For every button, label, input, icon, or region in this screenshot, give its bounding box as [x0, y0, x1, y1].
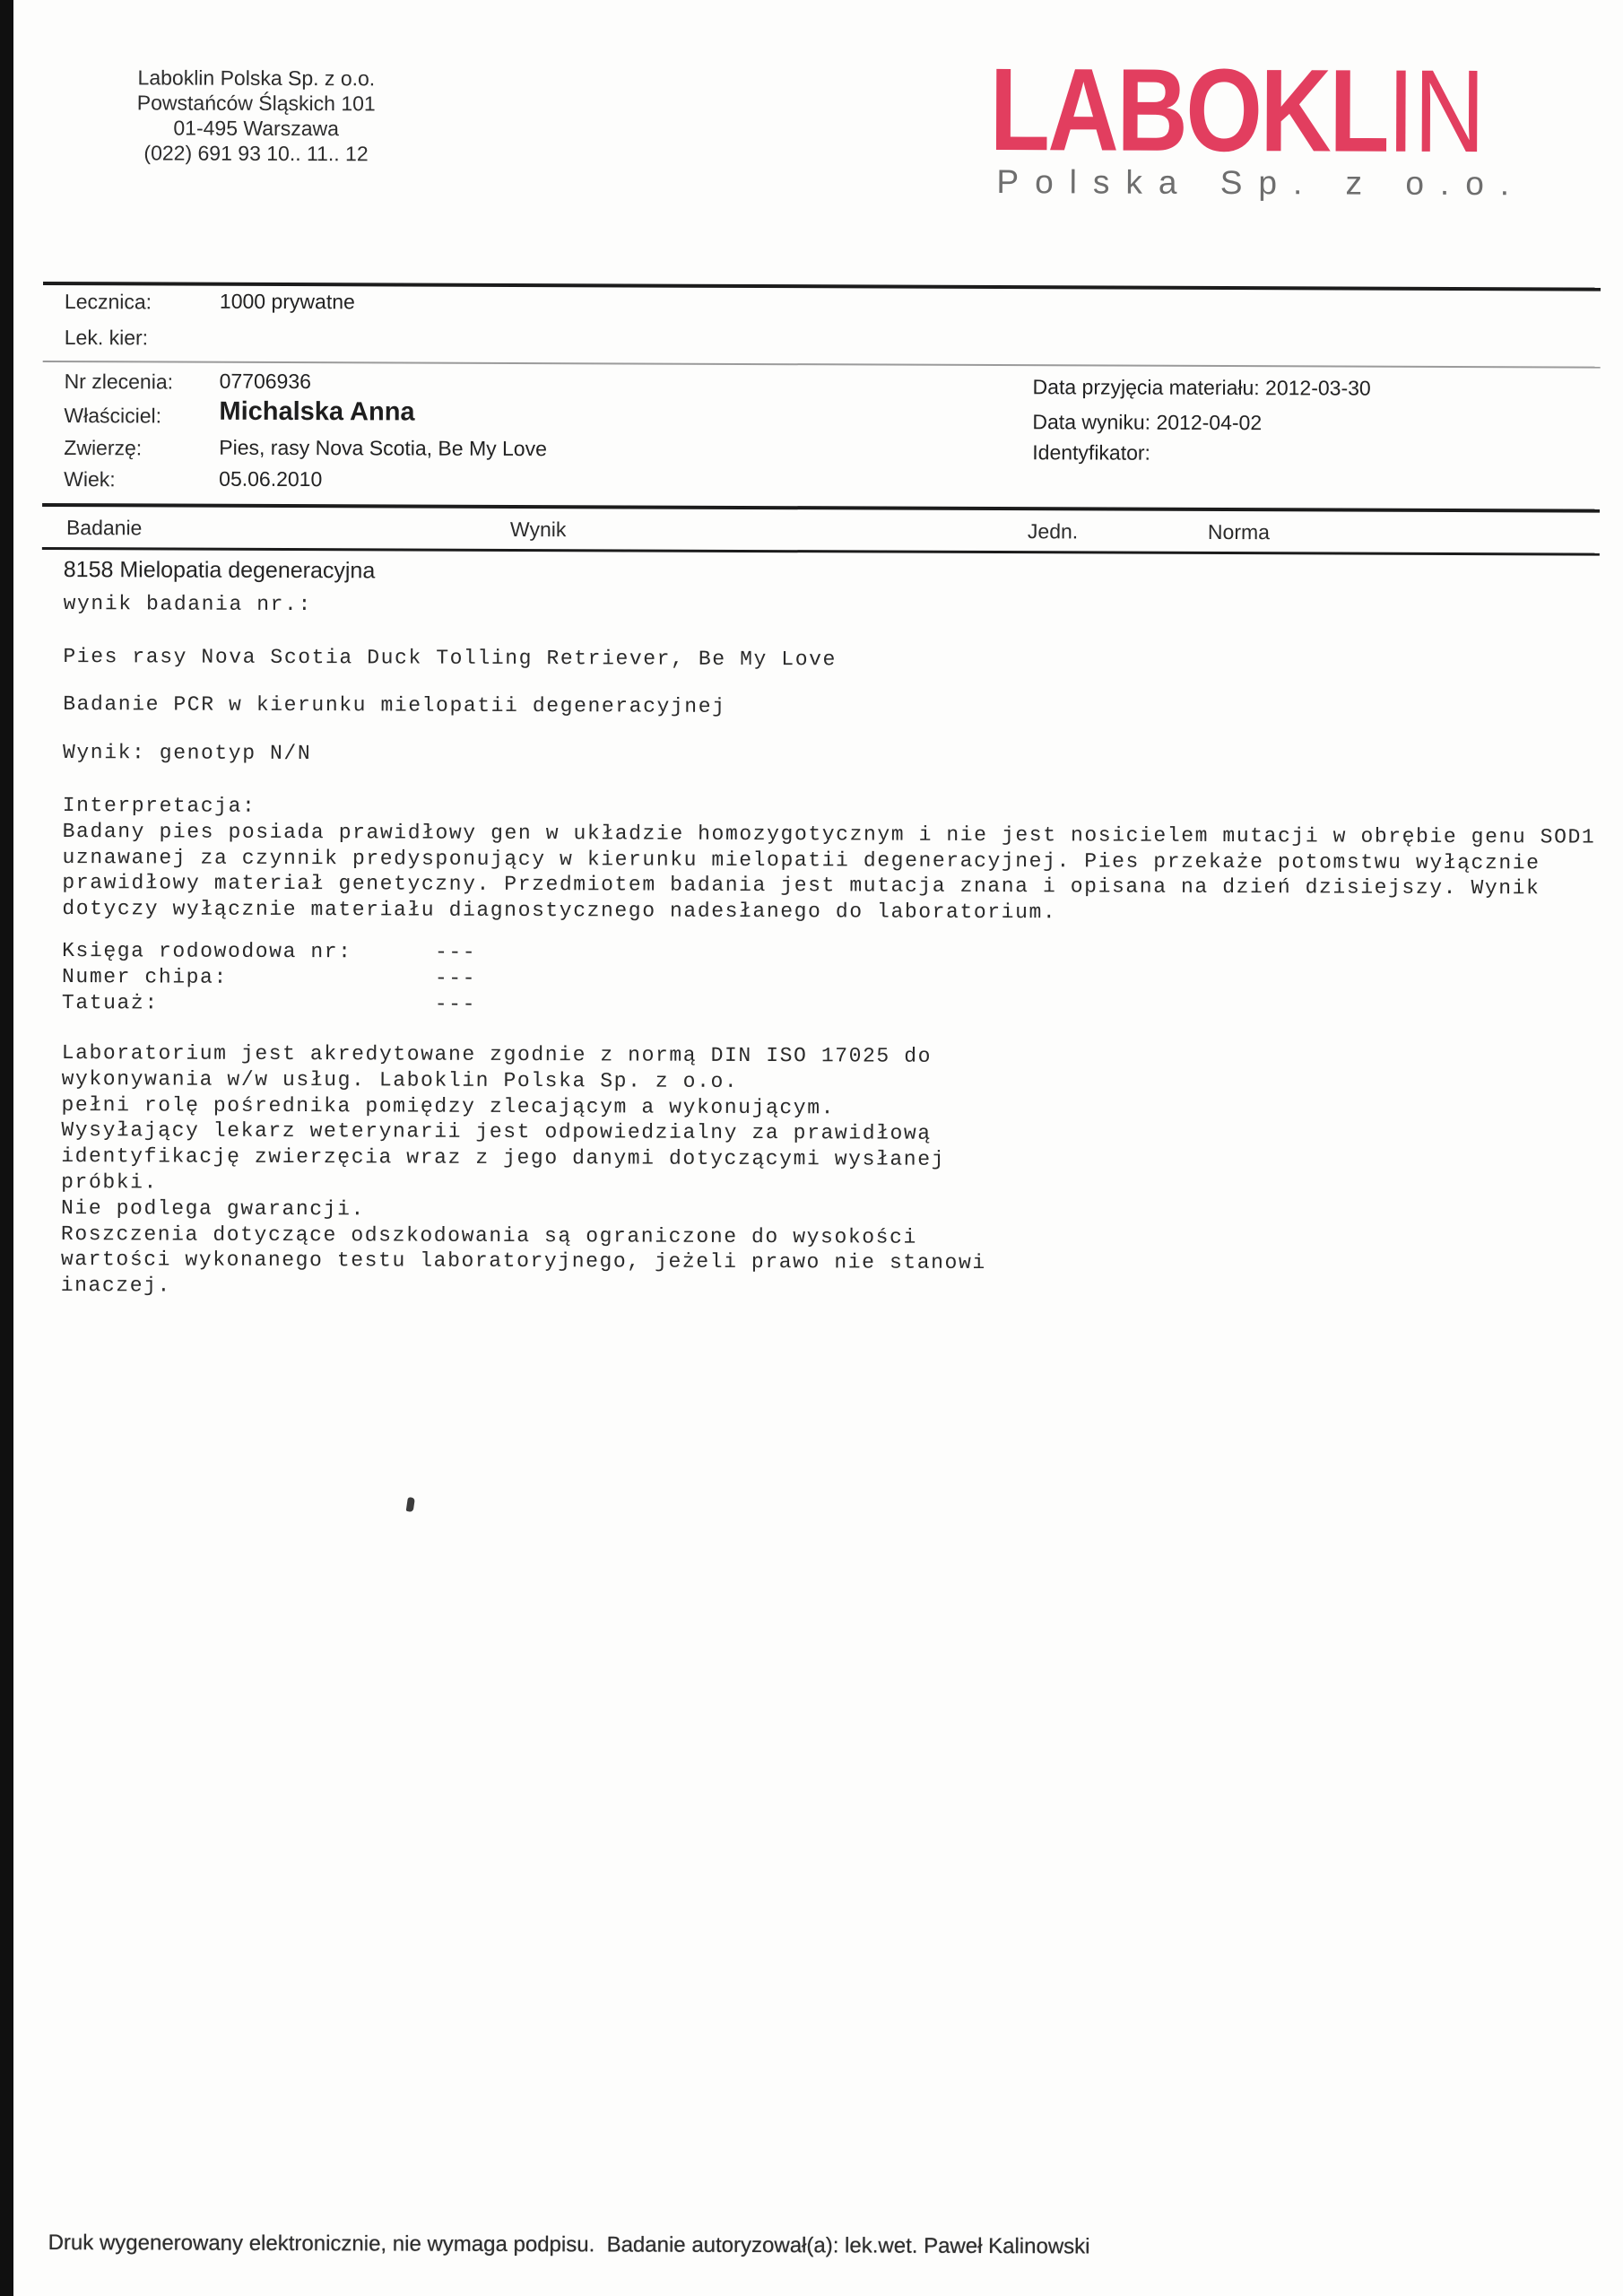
result-line-test: Badanie PCR w kierunku mielopatii degeneracyjnej	[63, 692, 726, 718]
nr-zlecenia-value: 07706936	[219, 369, 311, 394]
interpretation-line: uznawanej za czynnik predysponujący w kierunku mielopatii degeneracyjnej. Pies przekaże potomstwu wyłącznie	[62, 845, 1541, 874]
interpretation-line: Badany pies posiada prawidłowy gen w układzie homozygotycznym i nie jest nosicielem mutacji w obrębie genu SOD1	[62, 819, 1596, 849]
divider-thin	[43, 361, 1601, 369]
disclaimer-line: Nie podlega gwarancji.	[61, 1196, 365, 1222]
chip-number-row: Numer chipa: ---	[61, 964, 477, 990]
wiek-value: 05.06.2010	[219, 466, 323, 491]
data-przyjecia: Data przyjęcia materiału: 2012-03-30	[1032, 375, 1371, 400]
wlasciciel-label: Właściciel:	[64, 404, 162, 428]
disclaimer-line: Laboratorium jest akredytowane zgodnie z normą DIN ISO 17025 do	[61, 1041, 933, 1068]
disclaimer-line: inaczej.	[60, 1274, 171, 1298]
disclaimer-block	[61, 1040, 987, 1302]
pedigree-block	[62, 938, 476, 1017]
divider-above-table	[42, 503, 1600, 513]
interpretation-heading: Interpretacja:	[62, 794, 256, 818]
interpretation-block	[62, 793, 1595, 928]
result-line-wynik-badania: wynik badania nr.:	[63, 592, 312, 617]
disclaimer-line: identyfikację zwierzęcia wraz z jego danymi dotyczącymi wysłanej	[61, 1144, 946, 1172]
sender-address-block	[91, 65, 422, 166]
scan-artifact	[406, 1497, 415, 1512]
data-wyniku: Data wyniku: 2012-04-02	[1032, 410, 1263, 435]
disclaimer-line: próbki.	[61, 1170, 159, 1195]
laboklin-logo	[989, 43, 1579, 203]
identyfikator: Identyfikator:	[1032, 440, 1151, 465]
disclaimer-line: Wysyłający lekarz weterynarii jest odpowiedzialny za prawidłową	[61, 1118, 932, 1146]
wlasciciel-value: Michalska Anna	[219, 396, 415, 427]
divider-below-table-header	[42, 547, 1600, 556]
logo-text-bold: LABOKL	[989, 43, 1388, 177]
logo-subtitle: Polska Sp. z o.o.	[996, 163, 1526, 203]
sender-city: 01-495 Warszawa	[173, 116, 339, 141]
lecznica-value: 1000 prywatne	[219, 289, 355, 314]
col-header-jedn: Jedn.	[1027, 519, 1079, 544]
zwierze-value: Pies, rasy Nova Scotia, Be My Love	[219, 435, 547, 461]
pedigree-number-row: Księga rodowodowa nr: ---	[62, 939, 477, 964]
interpretation-line: dotyczy wyłącznie materiału diagnostycznego nadesłanego do laboratorium.	[62, 897, 1057, 925]
disclaimer-line: wartości wykonanego testu laboratoryjnego, jeżeli prawo nie stanowi	[60, 1248, 986, 1275]
disclaimer-line: wykonywania w/w usług. Laboklin Polska Sp. z o.o.	[61, 1066, 739, 1093]
col-header-norma: Norma	[1207, 519, 1271, 544]
result-line-breed: Pies rasy Nova Scotia Duck Tolling Retriever, Be My Love	[63, 645, 837, 672]
col-header-wynik: Wynik	[509, 517, 567, 542]
interpretation-line: prawidłowy materiał genetyczny. Przedmiotem badania jest mutacja znana i opisana na dzień dzisiejszy. Wynik	[62, 871, 1541, 900]
sender-street: Powstańców Śląskich 101	[136, 91, 376, 116]
test-section-title: 8158 Mielopatia degeneracyjna	[63, 557, 376, 584]
lecznica-label: Lecznica:	[64, 290, 152, 314]
zwierze-label: Zwierzę:	[64, 436, 143, 460]
nr-zlecenia-label: Nr zlecenia:	[64, 370, 174, 394]
lek-kier-label: Lek. kier:	[64, 326, 149, 350]
logo-text-light: IN	[1386, 44, 1485, 178]
laboklin-wordmark	[989, 43, 1485, 178]
disclaimer-line: Roszczenia dotyczące odszkodowania są ograniczone do wysokości	[60, 1222, 917, 1249]
sender-name: Laboklin Polska Sp. z o.o.	[137, 65, 376, 91]
result-line-genotype: Wynik: genotyp N/N	[62, 741, 312, 766]
col-header-badanie: Badanie	[65, 516, 143, 540]
footer-authorization: Druk wygenerowany elektronicznie, nie wymaga podpisu. Badanie autoryzował(a): lek.wet. Paweł Kalinowski	[48, 2230, 1090, 2259]
disclaimer-line: pełni rolę pośrednika pomiędzy zlecającym a wykonującym.	[61, 1092, 836, 1119]
tattoo-row: Tatuaż: ---	[61, 990, 477, 1016]
sender-phone: (022) 691 93 10.. 11.. 12	[143, 141, 369, 166]
wiek-label: Wiek:	[64, 467, 116, 491]
